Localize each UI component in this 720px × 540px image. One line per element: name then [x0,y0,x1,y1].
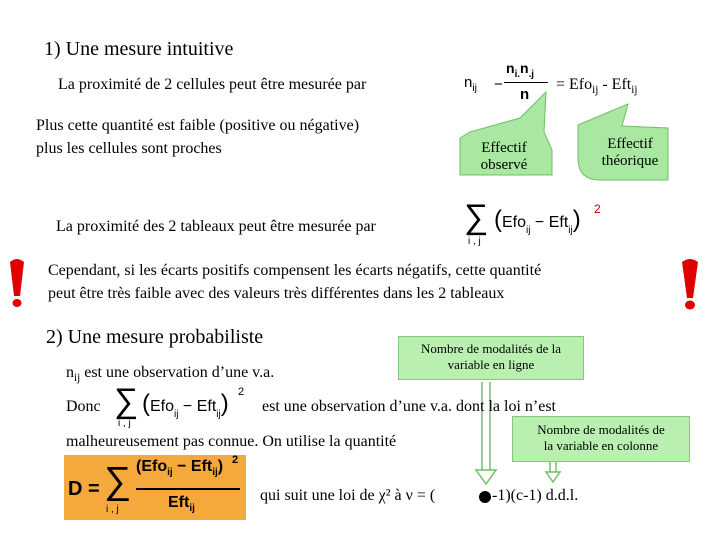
note-row-modalities: Nombre de modalités de la variable en ligne [398,336,584,380]
formula-fraction-bar [504,82,548,83]
sum-sigma: ∑ [464,198,489,236]
bullet-dot-icon [479,491,491,503]
exclamation-icon-left [10,259,24,307]
formula-equals: = Efo$_{ij}$ - Eft$_{ij}$ [556,76,638,97]
formula-denominator: n [520,86,530,103]
donc-rest-text: est une observation d’une v.a. dont la loi n’est [262,398,556,415]
d-formula-power: 2 [232,454,239,466]
donc-text: Donc [66,398,101,415]
warning-line2: peut être très faible avec des valeurs très différentes dans les 2 tableaux [48,285,505,302]
exclamation-icon-right [682,259,698,310]
malheur-text: malheureusement pas connue. On utilise la quantité [66,433,397,450]
d-formula-sigma: ∑ [104,460,132,502]
arrow-cols-head [546,472,560,482]
donc-sigma: ∑ [114,382,139,420]
proximity-tables-text: La proximité des 2 tableaux peut être mesurée par [56,218,376,235]
note-column-modalities: Nombre de modalités de la variable en colonne [512,416,690,462]
sum-power: 2 [594,202,601,216]
arrow-rows-head [476,470,496,484]
donc-power: 2 [238,386,245,398]
bubble-observed-label: Effectif observé [480,140,528,173]
d-formula-numerator: (Efo$_{ij}$ − Eft$_{ij}$) [136,458,224,479]
nij-observation-text: $n_{ij}$ est une observation d’une v.a. [66,364,275,385]
chi-line-part2: -1)(c-1) d.d.l. [492,487,579,504]
section2-title: 2) Une mesure probabiliste [46,326,264,348]
chi-line-part1: qui suit une loi de χ² à ν = ( [260,487,436,504]
formula-minus: − [494,76,503,93]
d-formula-lhs: D = [68,478,100,500]
sum-formula-body: (Efo$_{ij}$ − Eft$_{ij}$) [494,206,581,236]
quantity-text-line2: plus les cellules sont proches [36,140,222,157]
section1-title: 1) Une mesure intuitive [44,38,234,60]
donc-sigma-sub: i , j [118,418,131,429]
d-formula-fraction-bar [136,488,240,490]
sum-sigma-sub: i , j [468,236,481,247]
d-formula-sigma-sub: i , j [106,504,119,515]
quantity-text-line1: Plus cette quantité est faible (positive ou négative) [36,117,360,134]
bubble-theoretical-label: Effectif théorique [601,136,659,169]
formula-numerator: $n_{i.}n_{.j}$ [506,60,535,80]
d-formula-denominator: Eft$_{ij}$ [168,494,195,515]
formula-lhs: $n_{ij}$ [464,74,478,94]
proximity-cells-text: La proximité de 2 cellules peut être mesurée par [58,76,367,93]
warning-line1: Cependant, si les écarts positifs compensent les écarts négatifs, cette quantité [48,262,542,279]
donc-formula-body: (Efo$_{ij}$ − Eft$_{ij}$) [142,390,229,420]
